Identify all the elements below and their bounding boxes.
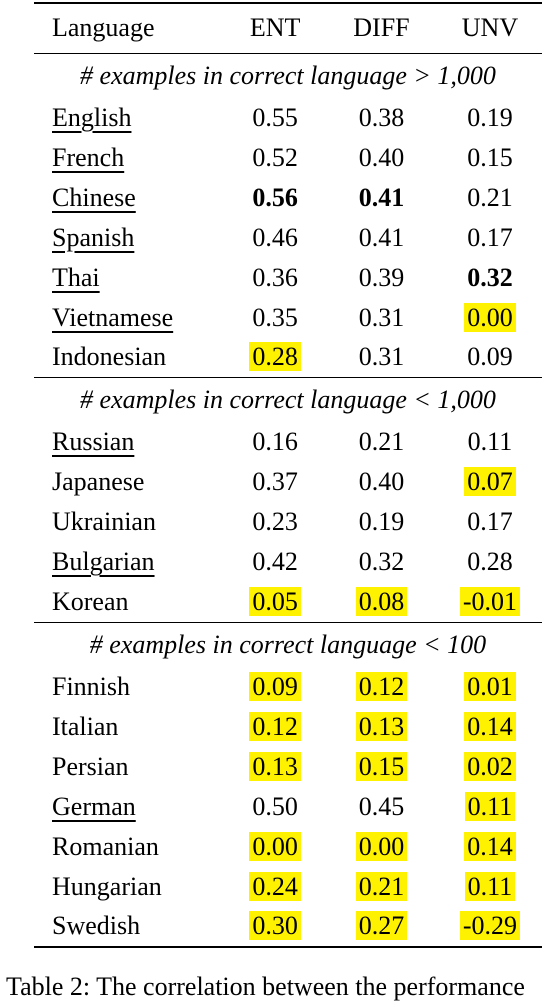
- table-section-1: [34, 53, 542, 378]
- header-unv: UNV: [461, 13, 519, 43]
- ent-cell: [225, 338, 325, 378]
- unv-value: 0.21: [467, 182, 513, 212]
- table-caption: Table 2: The correlation between the performance: [6, 972, 525, 1001]
- language-name: Vietnamese: [52, 302, 174, 332]
- unv-cell: [438, 138, 542, 178]
- ent-cell: [225, 502, 325, 542]
- diff-value: 0.21: [356, 872, 408, 901]
- language-name: Japanese: [52, 467, 145, 496]
- ent-value: 0.42: [252, 547, 298, 576]
- ent-cell: [225, 867, 325, 907]
- table-row: [34, 218, 542, 258]
- ent-cell: [225, 258, 325, 298]
- unv-cell: [438, 338, 542, 378]
- unv-value: -0.29: [460, 911, 520, 940]
- language-cell: [34, 422, 225, 462]
- language-cell: [34, 747, 225, 787]
- unv-cell: [438, 747, 542, 787]
- unv-value: 0.07: [464, 467, 516, 496]
- language-cell: [34, 827, 225, 867]
- unv-cell: [438, 178, 542, 218]
- unv-cell: [438, 422, 542, 462]
- ent-cell: [225, 707, 325, 747]
- ent-cell: [225, 787, 325, 827]
- diff-value: 0.27: [356, 911, 408, 940]
- section-title: # examples in correct language < 1,000: [34, 378, 542, 423]
- header-row: [34, 3, 542, 53]
- unv-value: 0.11: [465, 792, 516, 821]
- language-name: Romanian: [52, 831, 159, 861]
- diff-cell: [325, 827, 438, 867]
- diff-value: 0.39: [358, 262, 405, 292]
- unv-value: 0.14: [464, 712, 516, 741]
- ent-cell: [225, 138, 325, 178]
- diff-value: 0.12: [356, 672, 408, 701]
- header-language: Language: [52, 13, 155, 43]
- diff-cell: [325, 178, 438, 218]
- table-row: [34, 542, 542, 582]
- table-row: [34, 298, 542, 338]
- diff-cell: [325, 542, 438, 582]
- diff-cell: [325, 258, 438, 298]
- diff-value: 0.41: [358, 222, 405, 252]
- ent-cell: [225, 462, 325, 502]
- unv-cell: [438, 667, 542, 707]
- language-name: Russian: [52, 427, 135, 456]
- unv-cell: [438, 98, 542, 138]
- table-section-2: [34, 378, 542, 623]
- language-cell: [34, 582, 225, 622]
- ent-value: 0.13: [249, 752, 301, 781]
- language-name: German: [52, 791, 136, 821]
- language-cell: [34, 502, 225, 542]
- diff-cell: [325, 502, 438, 542]
- ent-value: 0.30: [249, 911, 301, 940]
- diff-value: 0.45: [358, 791, 405, 821]
- language-name: Korean: [52, 586, 129, 616]
- ent-value: 0.16: [252, 427, 298, 456]
- ent-cell: [225, 667, 325, 707]
- diff-cell: [325, 298, 438, 338]
- table-row: [34, 827, 542, 867]
- diff-value: 0.15: [356, 752, 408, 781]
- table-row: [34, 907, 542, 947]
- unv-value: 0.28: [467, 547, 513, 576]
- table-row: [34, 178, 542, 218]
- unv-cell: [438, 582, 542, 622]
- language-cell: [34, 298, 225, 338]
- ent-cell: [225, 907, 325, 947]
- ent-cell: [225, 218, 325, 258]
- unv-cell: [438, 827, 542, 867]
- unv-value: 0.15: [467, 142, 513, 172]
- table-row: [34, 707, 542, 747]
- header-ent: ENT: [249, 13, 301, 43]
- language-name: Persian: [52, 751, 129, 781]
- ent-value: 0.28: [249, 342, 301, 371]
- ent-value: 0.24: [249, 872, 301, 901]
- diff-value: 0.32: [358, 547, 405, 576]
- results-table-container: [34, 2, 542, 948]
- section-title-row: [34, 53, 542, 98]
- language-cell: [34, 707, 225, 747]
- unv-cell: [438, 502, 542, 542]
- language-cell: [34, 667, 225, 707]
- language-name: French: [52, 142, 125, 172]
- language-name: Indonesian: [52, 342, 167, 372]
- table-row: [34, 667, 542, 707]
- section-title-row: [34, 378, 542, 423]
- ent-value: 0.36: [252, 262, 298, 292]
- diff-cell: [325, 582, 438, 622]
- diff-value: 0.40: [358, 467, 405, 496]
- table-section-3: [34, 622, 542, 947]
- language-name: Chinese: [52, 182, 136, 212]
- ent-value: 0.56: [252, 182, 298, 212]
- language-cell: [34, 178, 225, 218]
- unv-value: 0.17: [467, 222, 513, 252]
- table-row: [34, 747, 542, 787]
- unv-cell: [438, 907, 542, 947]
- unv-value: 0.00: [464, 303, 516, 332]
- language-cell: [34, 787, 225, 827]
- diff-cell: [325, 787, 438, 827]
- ent-cell: [225, 542, 325, 582]
- language-cell: [34, 138, 225, 178]
- ent-value: 0.12: [249, 712, 301, 741]
- unv-value: 0.19: [467, 102, 513, 132]
- unv-cell: [438, 298, 542, 338]
- ent-cell: [225, 827, 325, 867]
- unv-cell: [438, 707, 542, 747]
- ent-value: 0.23: [252, 507, 298, 536]
- diff-value: 0.00: [356, 832, 408, 861]
- table-row: [34, 138, 542, 178]
- unv-value: 0.11: [467, 427, 513, 456]
- table-row: [34, 422, 542, 462]
- language-cell: [34, 542, 225, 582]
- language-cell: [34, 338, 225, 378]
- section-title: # examples in correct language > 1,000: [34, 53, 542, 98]
- table-row: [34, 98, 542, 138]
- language-name: Bulgarian: [52, 547, 155, 576]
- diff-cell: [325, 907, 438, 947]
- diff-cell: [325, 422, 438, 462]
- ent-value: 0.46: [252, 222, 298, 252]
- table-row: [34, 502, 542, 542]
- diff-cell: [325, 707, 438, 747]
- language-name: Spanish: [52, 222, 135, 252]
- unv-cell: [438, 867, 542, 907]
- unv-value: -0.01: [460, 587, 520, 616]
- diff-value: 0.40: [358, 142, 405, 172]
- ent-cell: [225, 178, 325, 218]
- unv-value: 0.02: [464, 752, 516, 781]
- diff-cell: [325, 667, 438, 707]
- diff-value: 0.21: [358, 427, 405, 456]
- unv-value: 0.17: [467, 507, 513, 536]
- ent-value: 0.00: [249, 832, 301, 861]
- diff-value: 0.19: [358, 507, 405, 536]
- language-name: Swedish: [52, 911, 141, 940]
- table-row: [34, 258, 542, 298]
- unv-cell: [438, 258, 542, 298]
- language-cell: [34, 98, 225, 138]
- language-cell: [34, 867, 225, 907]
- diff-value: 0.13: [356, 712, 408, 741]
- ent-value: 0.55: [252, 102, 298, 132]
- diff-cell: [325, 338, 438, 378]
- diff-cell: [325, 867, 438, 907]
- table-row: [34, 338, 542, 378]
- diff-value: 0.41: [358, 182, 405, 212]
- unv-value: 0.14: [464, 832, 516, 861]
- table-row: [34, 787, 542, 827]
- language-name: Italian: [52, 711, 119, 741]
- diff-value: 0.31: [358, 302, 405, 332]
- ent-cell: [225, 582, 325, 622]
- diff-cell: [325, 138, 438, 178]
- table-row: [34, 462, 542, 502]
- unv-value: 0.09: [467, 342, 513, 372]
- language-name: English: [52, 102, 132, 132]
- section-title: # examples in correct language < 100: [34, 622, 542, 667]
- diff-value: 0.38: [358, 102, 405, 132]
- language-cell: [34, 218, 225, 258]
- unv-cell: [438, 542, 542, 582]
- header-diff: DIFF: [353, 13, 410, 43]
- language-cell: [34, 907, 225, 947]
- ent-value: 0.09: [249, 672, 301, 701]
- diff-cell: [325, 462, 438, 502]
- ent-value: 0.50: [252, 791, 298, 821]
- ent-value: 0.52: [252, 142, 298, 172]
- section-title-row: [34, 622, 542, 667]
- language-cell: [34, 258, 225, 298]
- language-name: Hungarian: [52, 871, 162, 901]
- language-name: Thai: [52, 262, 100, 292]
- unv-value: 0.01: [464, 672, 516, 701]
- diff-cell: [325, 747, 438, 787]
- diff-value: 0.08: [356, 587, 408, 616]
- language-name: Ukrainian: [52, 507, 156, 536]
- table-header: [34, 3, 542, 53]
- ent-cell: [225, 298, 325, 338]
- unv-cell: [438, 787, 542, 827]
- diff-cell: [325, 98, 438, 138]
- table-row: [34, 582, 542, 622]
- diff-cell: [325, 218, 438, 258]
- diff-value: 0.31: [358, 342, 405, 372]
- unv-cell: [438, 218, 542, 258]
- ent-value: 0.35: [252, 302, 298, 332]
- ent-value: 0.37: [252, 467, 298, 496]
- language-name: Finnish: [52, 671, 131, 701]
- unv-value: 0.11: [465, 872, 516, 901]
- language-cell: [34, 462, 225, 502]
- table-row: [34, 867, 542, 907]
- ent-value: 0.05: [249, 587, 301, 616]
- ent-cell: [225, 422, 325, 462]
- results-table: [34, 2, 542, 948]
- unv-value: 0.32: [467, 262, 513, 292]
- ent-cell: [225, 98, 325, 138]
- ent-cell: [225, 747, 325, 787]
- unv-cell: [438, 462, 542, 502]
